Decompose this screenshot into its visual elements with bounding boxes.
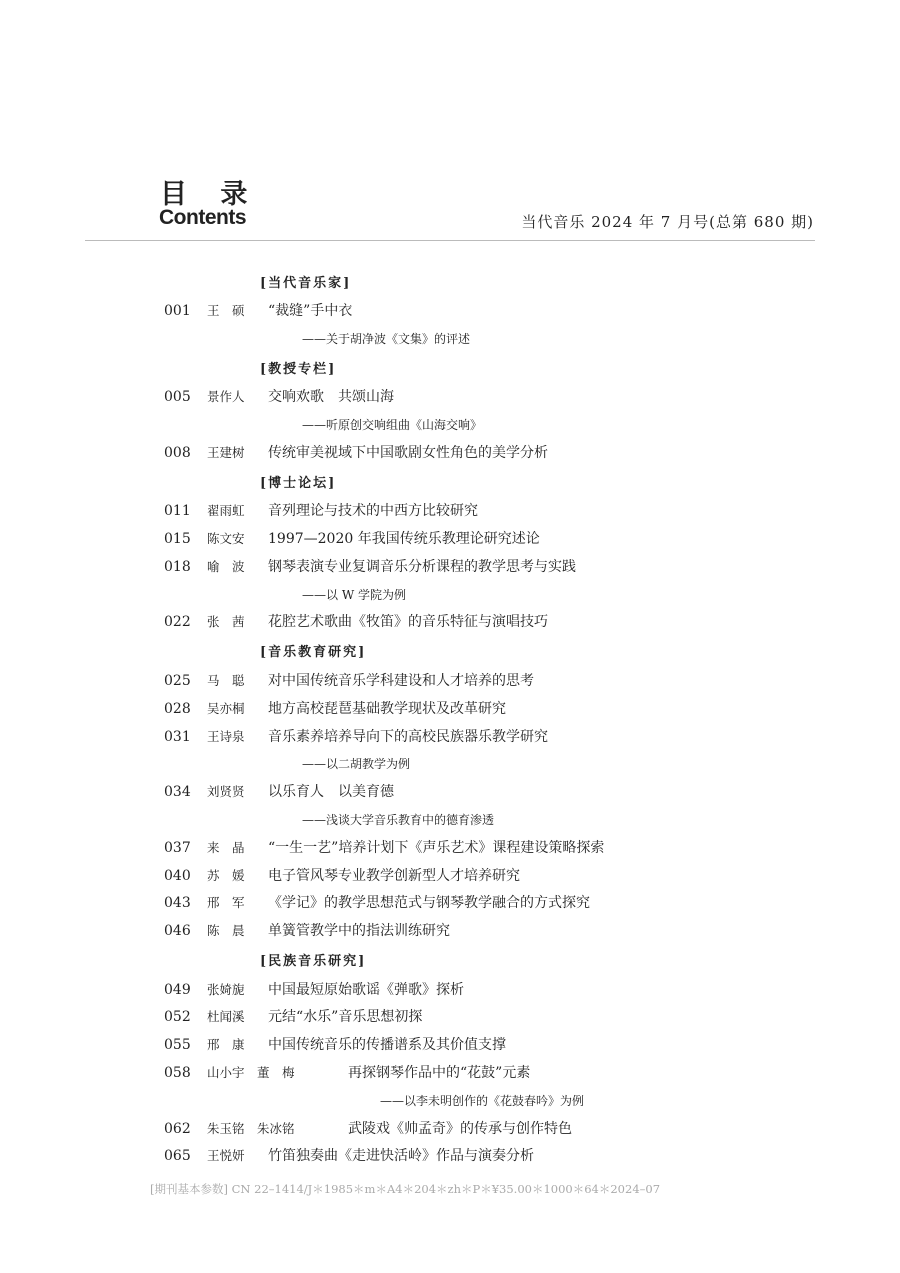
author: 来 晶 [207,840,245,855]
page-number: 040 [164,868,191,884]
article-subtitle: ——以 W 学院为例 [302,588,406,602]
article-title: 电子管风琴专业教学创新型人才培养研究 [268,868,520,884]
page-number: 001 [164,303,191,319]
author: 陈文安 [207,531,245,546]
article-title: 武陵戏《帅孟奇》的传承与创作特色 [348,1121,572,1137]
author: 王诗泉 [207,729,245,744]
author: 苏 媛 [207,868,245,883]
page-number: 052 [164,1009,191,1025]
section-heading: [当代音乐家] [260,276,352,291]
section-heading: [博士论坛] [260,476,337,491]
author: 吴亦桐 [207,701,245,716]
author: 喻 波 [207,559,245,574]
author: 邢 康 [207,1037,245,1052]
page-number: 028 [164,701,191,717]
toc-heading: 目 录 [160,179,260,210]
page-number: 018 [164,559,191,575]
page-number: 011 [164,503,191,519]
article-title: 传统审美视域下中国歌剧女性角色的美学分析 [268,445,548,461]
author: 王 硕 [207,303,245,318]
author: 景作人 [207,389,245,404]
author: 张 茜 [207,614,245,629]
article-title: 单簧管教学中的指法训练研究 [268,923,450,939]
article-subtitle: ——以李未明创作的《花鼓春吟》为例 [380,1094,585,1108]
article-title: 元结“水乐”音乐思想初探 [268,1009,423,1025]
author: 王建树 [207,445,245,460]
page-number: 031 [164,729,191,745]
page-number: 025 [164,673,191,689]
article-subtitle: ——听原创交响组曲《山海交响》 [302,418,483,432]
section-heading: [教授专栏] [260,362,337,377]
author: 马 聪 [207,673,245,688]
article-title: 中国传统音乐的传播谱系及其价值支撑 [268,1037,506,1053]
author: 杜闻溪 [207,1009,245,1024]
article-title: 对中国传统音乐学科建设和人才培养的思考 [268,673,534,689]
page-number: 058 [164,1065,191,1081]
author: 朱玉铭 朱冰铭 [207,1121,295,1136]
article-title: 钢琴表演专业复调音乐分析课程的教学思考与实践 [268,559,576,575]
page-number: 065 [164,1148,191,1164]
page-number: 015 [164,531,191,547]
article-subtitle: ——以二胡教学为例 [302,757,411,771]
page-number: 055 [164,1037,191,1053]
page-number: 008 [164,445,191,461]
page-number: 034 [164,784,191,800]
article-title: “裁缝”手中衣 [268,303,353,319]
author: 陈 晨 [207,923,245,938]
article-title: 音列理论与技术的中西方比较研究 [268,503,478,519]
article-title: 再探钢琴作品中的“花鼓”元素 [348,1065,531,1081]
header-divider [85,240,815,241]
article-title: 音乐素养培养导向下的高校民族器乐教学研究 [268,729,548,745]
page-number: 043 [164,895,191,911]
contents-heading: Contents [159,206,246,229]
author: 王悦妍 [207,1148,245,1163]
article-title: 中国最短原始歌谣《弹歌》探析 [268,982,464,998]
article-title: 花腔艺术歌曲《牧笛》的音乐特征与演唱技巧 [268,614,548,630]
section-heading: [音乐教育研究] [260,645,367,660]
author: 山小宇 董 梅 [207,1065,295,1080]
article-title: 交响欢歌 共颂山海 [268,389,394,405]
article-subtitle: ——浅谈大学音乐教育中的德育渗透 [302,813,495,827]
page-number: 005 [164,389,191,405]
section-heading: [民族音乐研究] [260,954,367,969]
page-number: 046 [164,923,191,939]
page-number: 049 [164,982,191,998]
article-title: 以乐育人 以美育德 [268,784,394,800]
article-title: 1997—2020 年我国传统乐教理论研究述论 [268,531,540,547]
author: 邢 军 [207,895,245,910]
page-number: 037 [164,840,191,856]
author: 翟雨虹 [207,503,245,518]
issue-info: 当代音乐 2024 年 7 月号(总第 680 期) [521,213,814,231]
article-title: “一生一艺”培养计划下《声乐艺术》课程建设策略探索 [268,840,605,856]
article-subtitle: ——关于胡净波《文集》的评述 [302,332,471,346]
article-title: 地方高校琵琶基础教学现状及改革研究 [268,701,506,717]
journal-parameters: [期刊基本参数] CN 22–1414/J＊1985＊m＊A4＊204＊zh＊P＊¥35.00＊1000＊64＊2024–07 [150,1182,661,1196]
page-number: 022 [164,614,191,630]
author: 张婍旎 [207,982,245,997]
article-title: 竹笛独奏曲《走进快活岭》作品与演奏分析 [268,1148,534,1164]
article-title: 《学记》的教学思想范式与钢琴教学融合的方式探究 [268,895,590,911]
author: 刘贤贤 [207,784,245,799]
page-number: 062 [164,1121,191,1137]
